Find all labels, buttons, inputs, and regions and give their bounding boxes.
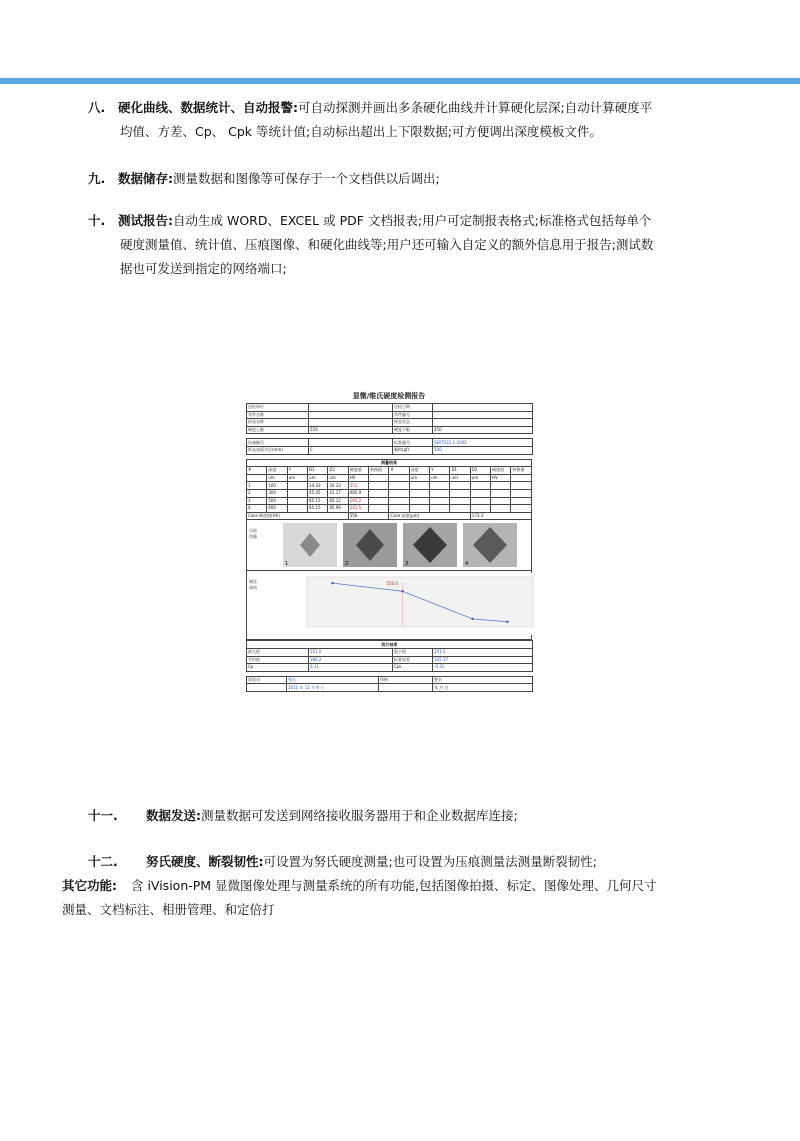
table-row: [247, 684, 533, 692]
section-number: 十.: [88, 213, 106, 228]
table-cell: 2: [247, 489, 267, 497]
table-cell: [433, 411, 533, 419]
table-cell: [511, 497, 532, 505]
table-cell: 241.5: [348, 505, 368, 513]
table-row: [247, 467, 532, 475]
section-12: [88, 850, 768, 874]
table-cell: 450: [433, 426, 533, 434]
image-number: 2: [345, 561, 349, 568]
table-cell: 签名: [433, 676, 533, 684]
table-cell: 85.15: [308, 497, 328, 505]
table-row: [247, 474, 532, 482]
header-bar: [0, 78, 800, 84]
table-cell: 265.2: [348, 497, 368, 505]
hardness-chart: [297, 573, 539, 635]
table-cell: [430, 497, 450, 505]
table-cell: [389, 482, 409, 490]
table-row: [247, 676, 533, 684]
table-row: [247, 497, 532, 505]
table-cell: [369, 489, 389, 497]
table-cell: [247, 684, 287, 692]
table-cell: 零件名称: [247, 411, 309, 419]
table-cell: [433, 419, 533, 427]
table-cell: Cp: [247, 664, 309, 672]
section-11: [88, 804, 768, 828]
table-cell: #: [389, 467, 409, 475]
table-cell: um: [450, 474, 470, 482]
table-cell: [389, 489, 409, 497]
section-number: 九.: [88, 171, 106, 186]
table-cell: 样品名称: [247, 419, 309, 427]
section-heading: 测试报告:: [118, 213, 173, 228]
image-label: 压痕图像: [249, 528, 257, 540]
table-cell: [379, 684, 433, 692]
table-cell: 0: [309, 446, 393, 454]
table-cell: um: [328, 474, 348, 482]
table-cell: 34.33: [308, 482, 328, 490]
sign-table: [246, 676, 533, 692]
table-cell: 送检单位: [247, 404, 309, 412]
section-number: 八.: [88, 100, 106, 115]
data-point: [331, 582, 333, 584]
table-cell: [430, 489, 450, 497]
section-10: [88, 209, 768, 281]
section-text: 自动生成 WORD、EXCEL 或 PDF 文档报表;用户可定制报表格式;标准格式包括每单个: [173, 213, 652, 228]
indent-images: [246, 520, 532, 571]
table-cell: [309, 411, 393, 419]
table-cell: 标准误差: [393, 656, 433, 664]
table-cell: 550: [309, 426, 393, 434]
table-cell: Y: [430, 467, 450, 475]
table-cell: D1: [308, 467, 328, 475]
table-cell: 硬度下限: [393, 426, 433, 434]
table-cell: [433, 404, 533, 412]
section-text: 据也可发送到指定的网络端口;: [120, 261, 287, 276]
report-info-table: [246, 403, 533, 434]
table-cell: 转换值: [511, 467, 532, 475]
table-cell: GB/T231.1-2002: [433, 439, 533, 447]
table-cell: 551: [348, 482, 368, 490]
table-cell: 试验员: [247, 676, 287, 684]
table-cell: [470, 505, 490, 513]
table-row: [247, 411, 533, 419]
table-cell: 500: [433, 446, 533, 454]
section-8: [88, 96, 768, 144]
table-cell: 深度: [409, 467, 429, 475]
table-cell: 45.45: [308, 489, 328, 497]
section-heading: 数据发送:: [146, 808, 201, 823]
table-cell: 600: [267, 505, 287, 513]
table-cell: 平均值: [247, 656, 309, 664]
section-heading: 硬化曲线、数据统计、自动报警:: [118, 100, 298, 115]
table-cell: [389, 505, 409, 513]
table-cell: HV: [491, 474, 511, 482]
table-cell: 零件编号: [393, 411, 433, 419]
table-cell: [491, 497, 511, 505]
table-cell: [450, 489, 470, 497]
image-number: 4: [465, 561, 469, 568]
table-cell: 深度: [267, 467, 287, 475]
table-cell: 1: [247, 482, 267, 490]
results-title: 测量结果: [247, 459, 532, 467]
table-cell: Case 硬度值(HV): [247, 512, 349, 520]
table-cell: 41.17: [328, 489, 348, 497]
section-text: 测量数据可发送到网络接收服务器用于和企业数据库连接;: [201, 808, 518, 823]
table-cell: 485.9: [348, 489, 368, 497]
table-cell: um: [267, 474, 287, 482]
table-cell: [309, 404, 393, 412]
table-row: [247, 489, 532, 497]
stats-table: [246, 640, 533, 671]
table-cell: [409, 497, 429, 505]
table-row: [247, 656, 533, 664]
table-row: [247, 419, 533, 427]
table-cell: D2: [470, 467, 490, 475]
table-row: [247, 404, 533, 412]
indent-image-3: [403, 523, 457, 567]
table-row: [247, 439, 533, 447]
table-cell: [511, 489, 532, 497]
table-cell: [450, 482, 470, 490]
chart-label: 硬化曲线: [249, 579, 257, 591]
table-cell: [511, 474, 532, 482]
table-cell: HV: [348, 474, 368, 482]
table-cell: 硬度上限: [247, 426, 309, 434]
table-cell: 4: [247, 505, 267, 513]
table-cell: [287, 489, 307, 497]
table-cell: [247, 474, 267, 482]
table-cell: 硬度值: [491, 467, 511, 475]
table-cell: Cpk: [393, 664, 433, 672]
table-cell: 最大值: [247, 648, 309, 656]
table-cell: [287, 482, 307, 490]
table-row: [247, 664, 533, 672]
table-cell: [491, 505, 511, 513]
table-cell: 最小值: [393, 648, 433, 656]
table-cell: 2011 年 12 月 8 日: [287, 684, 379, 692]
table-cell: [491, 489, 511, 497]
table-cell: [369, 482, 389, 490]
table-cell: [369, 474, 389, 482]
table-row: [247, 426, 533, 434]
table-cell: Y: [287, 467, 307, 475]
section-text: 测量数据和图像等可保存于一个文档供以后调出;: [173, 171, 440, 186]
table-cell: [287, 497, 307, 505]
table-cell: 签名: [287, 676, 379, 684]
table-cell: um: [308, 474, 328, 482]
table-cell: 241.5: [433, 648, 533, 656]
table-cell: [430, 482, 450, 490]
table-cell: 标准编号: [393, 439, 433, 447]
table-cell: [470, 482, 490, 490]
table-cell: [309, 439, 393, 447]
results-table: [246, 459, 532, 521]
table-cell: -0.31: [433, 664, 533, 672]
table-cell: 送检日期: [393, 404, 433, 412]
table-cell: 100: [267, 482, 287, 490]
table-cell: 388.2: [309, 656, 393, 664]
table-cell: [470, 489, 490, 497]
table-cell: um: [470, 474, 490, 482]
table-cell: [309, 419, 393, 427]
table-cell: [409, 505, 429, 513]
report-info2-table: [246, 438, 533, 454]
table-row: [247, 512, 532, 520]
table-row: [247, 505, 532, 513]
table-cell: 年 月 日: [433, 684, 533, 692]
table-cell: #: [247, 467, 267, 475]
indent-image-4: [463, 523, 517, 567]
table-row: [247, 648, 533, 656]
image-number: 1: [285, 561, 289, 568]
table-cell: 85.12: [328, 497, 348, 505]
table-cell: 样品表面半径(mm): [247, 446, 309, 454]
table-cell: 转换值: [369, 467, 389, 475]
table-cell: 样品状态: [393, 419, 433, 427]
table-cell: 173.3: [470, 512, 531, 520]
table-cell: um: [409, 474, 429, 482]
table-cell: 审核: [379, 676, 433, 684]
section-text: 可自动探测并画出多条硬化曲线并计算硬化层深;自动计算硬度平: [298, 100, 653, 115]
table-row: [247, 482, 532, 490]
section-text: 均值、方差、Cp、 Cpk 等统计值;自动标出超出上下限数据;可方便调出深度模板文件。: [120, 124, 602, 139]
table-cell: [389, 497, 409, 505]
table-cell: [369, 505, 389, 513]
table-cell: D1: [450, 467, 470, 475]
table-cell: [389, 474, 409, 482]
indent-image-1: [283, 523, 337, 567]
section-text: 含 iVision-PM 显微图像处理与测量系统的所有功能,包括图像拍摄、标定、图像处理、几何尺寸: [130, 878, 657, 893]
report-title: 显微/维氏硬度检测报告: [352, 392, 426, 400]
table-cell: 0.31: [309, 664, 393, 672]
hardness-curve: [246, 571, 532, 640]
section-heading: 其它功能:: [62, 878, 117, 893]
table-cell: 550: [348, 512, 389, 520]
table-cell: 300: [267, 489, 287, 497]
table-cell: um: [430, 474, 450, 482]
section-text: 测量、文档标注、相册管理、和定倍打: [62, 902, 275, 917]
table-cell: [511, 505, 532, 513]
table-cell: 设备编号: [247, 439, 309, 447]
section-number: 十二.: [88, 854, 118, 869]
table-cell: [470, 497, 490, 505]
hardness-report: [246, 389, 532, 745]
table-cell: 34.33: [328, 482, 348, 490]
section-heading: 努氏硬度、断裂韧性:: [146, 854, 264, 869]
table-cell: [430, 505, 450, 513]
table-cell: [511, 482, 532, 490]
table-cell: 85.99: [328, 505, 348, 513]
table-cell: 551.0: [309, 648, 393, 656]
section-heading: 数据储存:: [118, 171, 173, 186]
table-row: [247, 446, 533, 454]
table-cell: um: [287, 474, 307, 482]
table-cell: [369, 497, 389, 505]
table-cell: [450, 505, 470, 513]
section-number: 十一.: [88, 808, 118, 823]
section-other: [62, 874, 768, 922]
annotation-label: 550.0: [386, 581, 398, 587]
table-cell: [450, 497, 470, 505]
section-text: 硬度测量值、统计值、压痕图像、和硬化曲线等;用户还可输入自定义的额外信息用于报告;测试数: [120, 237, 654, 252]
table-cell: Case 深度(μm): [389, 512, 470, 520]
table-cell: [409, 489, 429, 497]
table-cell: [409, 482, 429, 490]
table-cell: D2: [328, 467, 348, 475]
table-cell: 500: [267, 497, 287, 505]
table-cell: 85.15: [308, 505, 328, 513]
indent-image-2: [343, 523, 397, 567]
section-text: 可设置为努氏硬度测量;也可设置为压痕测量法测量断裂韧性;: [263, 854, 597, 869]
data-point: [471, 618, 473, 620]
table-cell: [287, 505, 307, 513]
table-cell: [491, 482, 511, 490]
table-cell: 硬度值: [348, 467, 368, 475]
section-9: [88, 167, 768, 191]
table-cell: 载荷(gf): [393, 446, 433, 454]
table-cell: 3: [247, 497, 267, 505]
image-number: 3: [405, 561, 409, 568]
stats-title: 统计结果: [247, 641, 533, 649]
data-point: [506, 621, 508, 623]
table-cell: 105.17: [433, 656, 533, 664]
